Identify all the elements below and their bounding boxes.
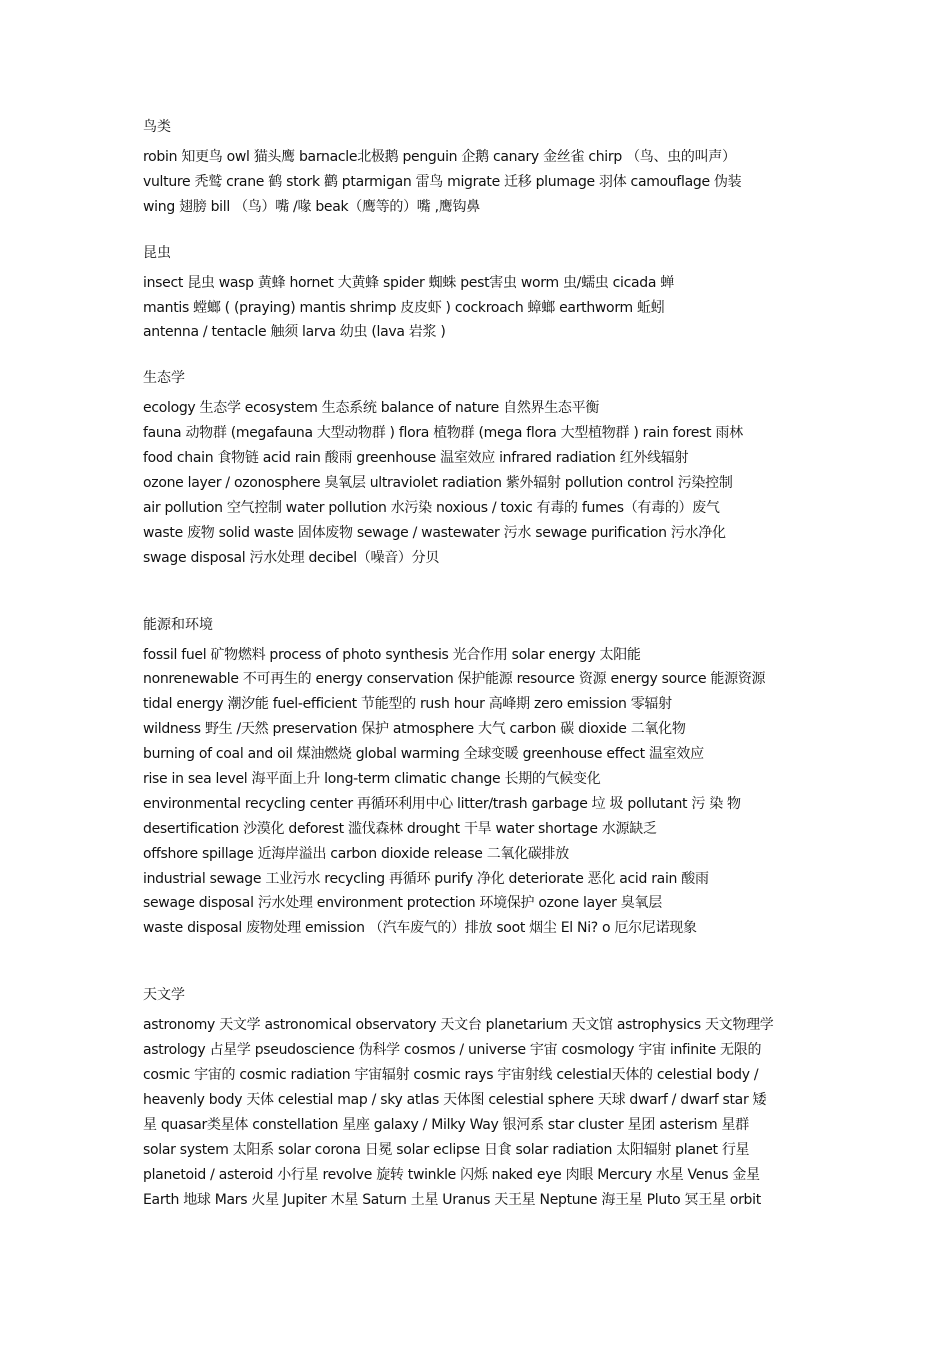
section-title: 鸟类	[143, 119, 171, 135]
text-line: rise in sea level 海平面上升 long-term climatic change 长期的气候变化	[143, 771, 601, 788]
text-line: astrology 占星学 pseudoscience 伪科学 cosmos / universe 宇宙 cosmology 宇宙 infinite 无限的	[143, 1042, 762, 1059]
text-line: wildness 野生 /天然 preservation 保护 atmosphere 大气 carbon 碳 dioxide 二氧化物	[143, 721, 686, 738]
text-line: Earth 地球 Mars 火星 Jupiter 木星 Saturn 土星 Uranus 天王星 Neptune 海王星 Pluto 冥王星 orbit	[143, 1191, 761, 1208]
text-line: insect 昆虫 wasp 黄蜂 hornet 大黄蜂 spider 蜘蛛 pest害虫 worm 虫/蠕虫 cicada 蝉	[143, 274, 675, 291]
text-line: ozone layer / ozonosphere 臭氧层 ultraviolet radiation 紫外辐射 pollution control 污染控制	[143, 475, 733, 492]
text-line: fossil fuel 矿物燃料 process of photo synthesis 光合作用 solar energy 太阳能	[143, 646, 641, 663]
document-page	[143, 117, 815, 1212]
text-line: tidal energy 潮汐能 fuel-efficient 节能型的 rush hour 高峰期 zero emission 零辐射	[143, 696, 672, 713]
text-line: waste 废物 solid waste 固体废物 sewage / wastewater 污水 sewage purification 污水净化	[143, 524, 726, 541]
text-line: robin 知更鸟 owl 猫头鹰 barnacle北极鹅 penguin 企鹅 canary 金丝雀 chirp （鸟、虫的叫声）	[143, 149, 736, 165]
text-line: heavenly body 天体 celestial map / sky atlas 天体图 celestial sphere 天球 dwarf / dwarf star 矮	[143, 1091, 767, 1108]
text-line: environmental recycling center 再循环利用中心 litter/trash garbage 垃 圾 pollutant 污 染 物	[143, 795, 741, 812]
text-line: desertification 沙漠化 deforest 滥伐森林 drought 干旱 water shortage 水源缺乏	[143, 820, 657, 837]
text-line: nonrenewable 不可再生的 energy conservation 保护能源 resource 资源 energy source 能源资源	[143, 671, 766, 688]
section-astronomy	[143, 985, 815, 1212]
text-line: fauna 动物群 (megafauna 大型动物群 ) flora 植物群 (mega flora 大型植物群 ) rain forest 雨林	[143, 425, 743, 442]
section-title: 能源和环境	[143, 616, 213, 633]
text-line: solar system 太阳系 solar corona 日冕 solar eclipse 日食 solar radiation 太阳辐射 planet 行星	[143, 1141, 750, 1158]
text-line: planetoid / asteroid 小行星 revolve 旋转 twinkle 闪烁 naked eye 肉眼 Mercury 水星 Venus 金星	[143, 1166, 760, 1183]
text-line: antenna / tentacle 触须 larva 幼虫 (lava 岩浆 )	[143, 324, 446, 341]
section-birds	[143, 117, 815, 220]
text-line: swage disposal 污水处理 decibel（噪音）分贝	[143, 549, 440, 566]
text-line: burning of coal and oil 煤油燃烧 global warming 全球变暖 greenhouse effect 温室效应	[143, 746, 704, 763]
text-line: industrial sewage 工业污水 recycling 再循环 purify 净化 deteriorate 恶化 acid rain 酸雨	[143, 870, 709, 887]
section-ecology	[143, 368, 815, 570]
text-line: food chain 食物链 acid rain 酸雨 greenhouse 温室效应 infrared radiation 红外线辐射	[143, 450, 689, 467]
section-title: 生态学	[143, 370, 185, 387]
section-energy-environment	[143, 615, 815, 942]
section-title: 天文学	[143, 987, 185, 1004]
text-line: sewage disposal 污水处理 environment protection 环境保护 ozone layer 臭氧层	[143, 895, 662, 912]
text-line: ecology 生态学 ecosystem 生态系统 balance of nature 自然界生态平衡	[143, 400, 600, 417]
text-line: 星 quasar类星体 constellation 星座 galaxy / Milky Way 银河系 star cluster 星团 asterism 星群	[143, 1116, 749, 1133]
text-line: offshore spillage 近海岸溢出 carbon dioxide release 二氧化碳排放	[143, 845, 569, 862]
section-insects	[143, 243, 815, 346]
text-line: mantis 螳螂 ( (praying) mantis shrimp 皮皮虾 ) cockroach 蟑螂 earthworm 蚯蚓	[143, 299, 665, 316]
text-line: cosmic 宇宙的 cosmic radiation 宇宙辐射 cosmic rays 宇宙射线 celestial天体的 celestial body /	[143, 1067, 759, 1084]
text-line: vulture 秃鹫 crane 鹤 stork 鹳 ptarmigan 雷鸟 migrate 迁移 plumage 羽体 camouflage 伪装	[143, 173, 742, 190]
section-title: 昆虫	[143, 244, 171, 261]
text-line: wing 翅膀 bill （鸟）嘴 /喙 beak（鹰等的）嘴 ,鹰钩鼻	[143, 198, 480, 215]
text-line: astronomy 天文学 astronomical observatory 天文台 planetarium 天文馆 astrophysics 天文物理学	[143, 1017, 774, 1034]
text-line: waste disposal 废物处理 emission （汽车废气的）排放 soot 烟尘 El Ni? o 厄尔尼诺现象	[143, 920, 697, 937]
text-line: air pollution 空气控制 water pollution 水污染 noxious / toxic 有毒的 fumes（有毒的）废气	[143, 499, 720, 516]
